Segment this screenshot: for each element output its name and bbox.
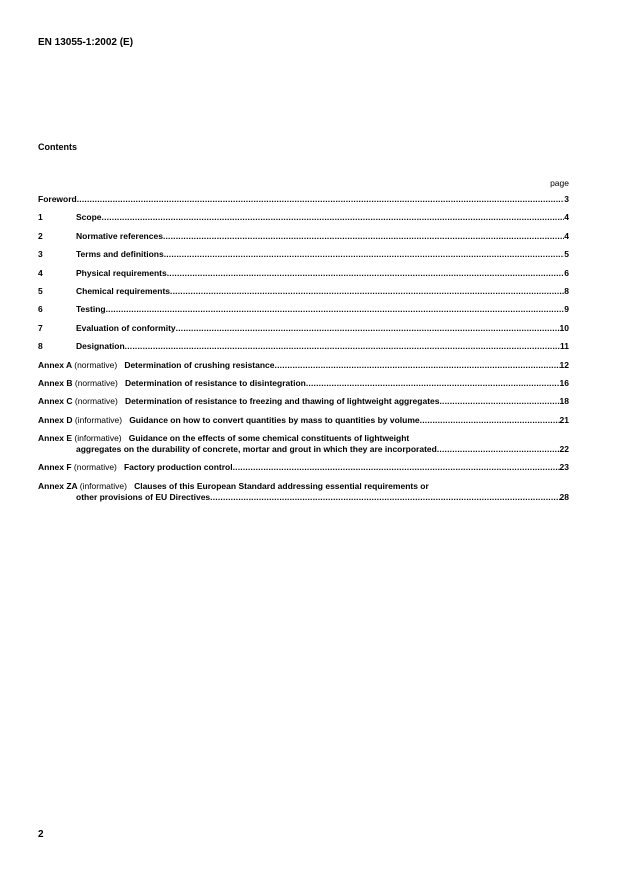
toc-entry-label: Scope [76, 212, 102, 223]
toc-entry-page: 16 [559, 377, 569, 388]
toc-entry-page: 11 [560, 341, 569, 352]
toc-entry-label [38, 433, 409, 444]
toc-entry-clause[interactable] [38, 341, 569, 352]
toc-entry-label: Chemical requirements [76, 285, 171, 296]
toc-leader-dots [420, 415, 560, 426]
toc-leader-dots [275, 360, 560, 371]
annex-type: (normative) [74, 359, 118, 370]
toc-entry-page: 18 [559, 396, 569, 407]
annex-type: (informative) [74, 433, 122, 444]
toc-leader-dots [102, 212, 565, 223]
annex-title-continuation: aggregates on the durability of concrete, mortar and grout in which they are incorporated [76, 444, 437, 455]
annex-id: Annex B [38, 377, 73, 388]
toc-entry-label: Designation [76, 341, 125, 352]
toc-leader-dots [176, 323, 560, 334]
annex-type: (informative) [79, 480, 127, 491]
toc-entry-annex[interactable] [38, 360, 569, 371]
toc-entry-clause[interactable] [38, 231, 569, 242]
toc-entry-foreword[interactable] [38, 194, 569, 205]
toc-leader-dots [170, 286, 564, 297]
toc-entry-number: 1 [38, 212, 43, 223]
toc-entry-label: Foreword [38, 194, 77, 204]
toc-entry-page: 8 [564, 285, 569, 296]
toc-leader-dots [125, 341, 560, 352]
toc-entry-annex[interactable] [38, 462, 569, 473]
toc-entry-page: 4 [564, 230, 569, 241]
toc-entry-clause[interactable] [38, 268, 569, 279]
toc-entry-annex[interactable] [38, 481, 569, 503]
toc-leader-dots [233, 462, 560, 473]
toc-entry-label [38, 378, 306, 389]
toc-entry-page: 22 [559, 444, 569, 455]
toc-entry-label [38, 481, 429, 492]
toc-entry-page: 28 [559, 491, 569, 502]
annex-title: Factory production control [123, 462, 233, 473]
toc-entry-label: Evaluation of conformity [76, 322, 176, 333]
toc-leader-dots [210, 492, 559, 503]
toc-entry-clause[interactable] [38, 212, 569, 223]
toc-leader-dots [437, 444, 560, 455]
toc-entry-number: 3 [38, 249, 43, 260]
toc-entry-first-line [38, 433, 569, 444]
annex-title: Determination of resistance to disintegration [124, 377, 306, 388]
toc-leader-dots [306, 378, 560, 389]
toc-leader-dots [439, 396, 559, 407]
toc-entry-page: 10 [559, 322, 569, 333]
toc-leader-dots [77, 194, 565, 205]
page-column-label: page [550, 178, 569, 188]
toc-leader-dots [167, 268, 565, 279]
annex-title: Clauses of this European Standard addressing essential requirements or [134, 480, 429, 491]
annex-title-continuation: other provisions of EU Directives [76, 491, 211, 502]
toc-entry-number: 4 [38, 267, 43, 278]
annex-title: Determination of crushing resistance [124, 359, 275, 370]
annex-id: Annex D [38, 414, 73, 425]
toc-entry-label [38, 396, 439, 407]
toc-entry-label: Testing [76, 304, 106, 315]
annex-id: Annex F [38, 462, 72, 473]
toc-entry-page: 21 [559, 414, 569, 425]
toc-entry-page: 4 [564, 212, 569, 223]
toc-entry-label: Normative references [76, 230, 163, 241]
toc-entry-clause[interactable] [38, 286, 569, 297]
toc-entry-label [38, 462, 233, 473]
toc-entry-annex[interactable] [38, 433, 569, 455]
table-of-contents [38, 194, 569, 503]
toc-entry-annex[interactable] [38, 396, 569, 407]
toc-entry-annex[interactable] [38, 378, 569, 389]
toc-entry-page: 6 [564, 267, 569, 278]
toc-leader-dots [106, 304, 565, 315]
toc-entry-label: Physical requirements [76, 267, 167, 278]
page-number: 2 [38, 829, 44, 840]
toc-entry-annex[interactable] [38, 415, 569, 426]
toc-entry-label [38, 360, 275, 371]
toc-entry-clause[interactable] [38, 304, 569, 315]
annex-type: (normative) [73, 462, 117, 473]
toc-entry-label: Terms and definitions [76, 249, 164, 260]
annex-id: Annex E [38, 433, 73, 444]
annex-title: Guidance on how to convert quantities by mass to quantities by volume [129, 414, 420, 425]
toc-entry-first-line [38, 481, 569, 492]
annex-id: Annex ZA [38, 480, 78, 491]
annex-title: Guidance on the effects of some chemical constituents of lightweight [128, 433, 410, 444]
toc-leader-dots [163, 231, 564, 242]
annex-title: Determination of resistance to freezing and thawing of lightweight aggregates [124, 396, 440, 407]
toc-entry-page: 23 [559, 462, 569, 473]
toc-entry-number: 2 [38, 230, 43, 241]
toc-leader-dots [164, 249, 565, 260]
toc-entry-number: 7 [38, 322, 43, 333]
toc-entry-continuation [38, 444, 569, 455]
toc-entry-clause[interactable] [38, 323, 569, 334]
toc-entry-number: 5 [38, 285, 43, 296]
toc-entry-clause[interactable] [38, 249, 569, 260]
annex-id: Annex A [38, 359, 72, 370]
toc-entry-number: 8 [38, 341, 43, 352]
toc-entry-page: 9 [564, 304, 569, 315]
document-header: EN 13055-1:2002 (E) [38, 37, 134, 48]
contents-title: Contents [38, 142, 77, 152]
annex-type: (normative) [74, 377, 118, 388]
annex-type: (informative) [74, 414, 123, 425]
toc-entry-label [38, 415, 420, 426]
toc-entry-number: 6 [38, 304, 43, 315]
toc-entry-page: 12 [559, 359, 569, 370]
toc-entry-continuation [38, 492, 569, 503]
annex-id: Annex C [38, 396, 73, 407]
annex-type: (normative) [74, 396, 118, 407]
toc-entry-page: 3 [564, 194, 569, 204]
toc-entry-page: 5 [564, 249, 569, 260]
